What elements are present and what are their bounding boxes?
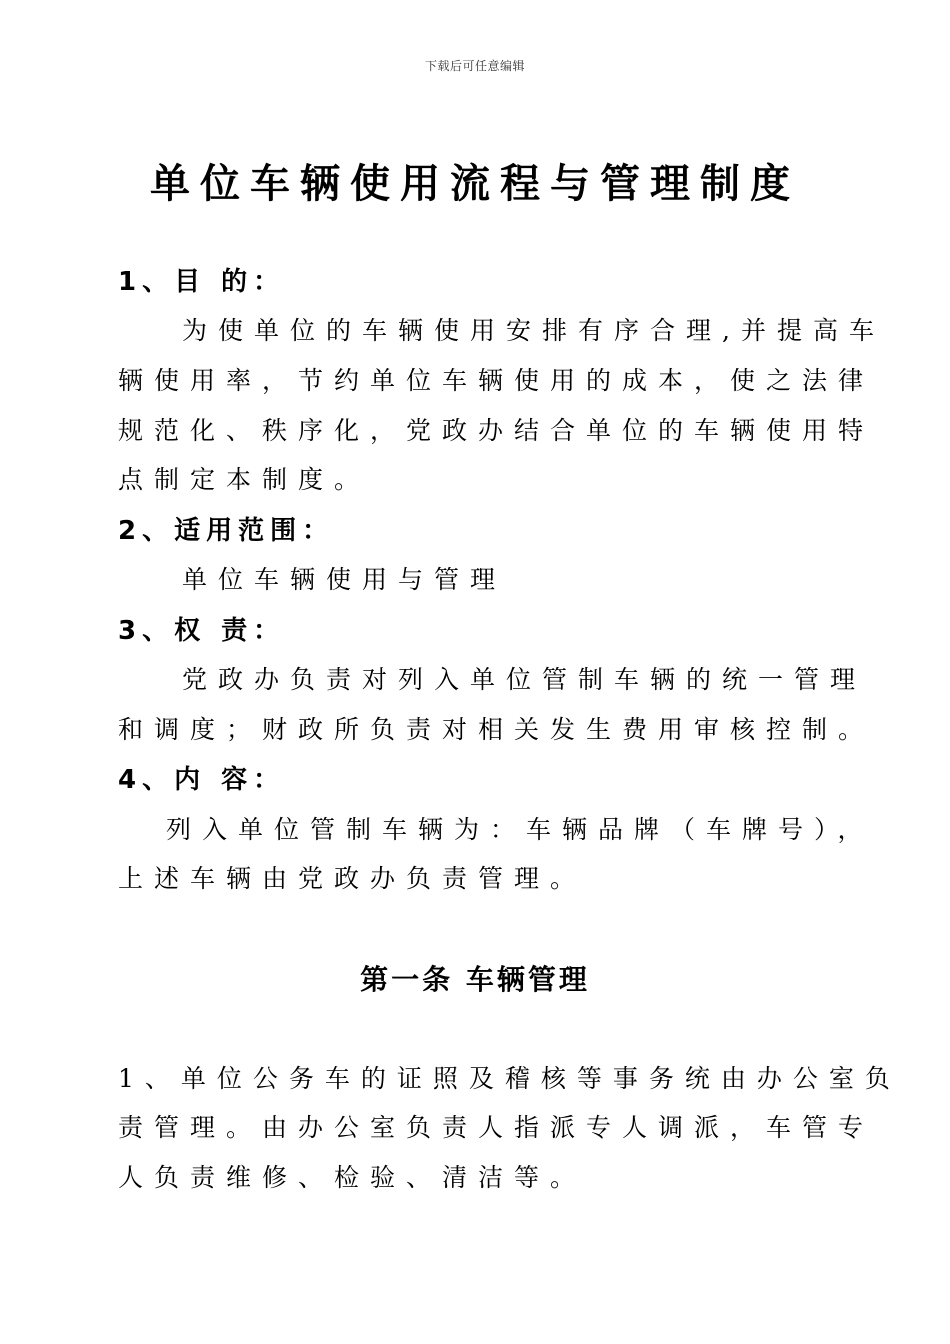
- article-line-3: 人负责维修、检验、清洁等。: [118, 1163, 587, 1192]
- purpose-line-3: 规范化、秩序化，党政办结合单位的车辆使用特: [118, 416, 875, 445]
- section-heading-purpose: 1、目 的：: [118, 267, 286, 297]
- section-heading-scope: 2、适用范围：: [118, 516, 335, 546]
- content-line-1: 列入单位管制车辆为：车辆品牌（车牌号），: [166, 815, 874, 844]
- content-line-2: 上述车辆由党政办负责管理。: [118, 864, 587, 893]
- purpose-line-4: 点制定本制度。: [118, 465, 371, 494]
- section-heading-content: 4、内 容：: [118, 765, 286, 795]
- section-heading-responsibility: 3、权 责：: [118, 616, 286, 646]
- document-title: 单位车辆使用流程与管理制度: [150, 161, 800, 207]
- article-line-2: 责管理。由办公室负责人指派专人调派，车管专: [118, 1113, 875, 1142]
- responsibility-line-1: 党政办负责对列入单位管制车辆的统一管理: [182, 665, 867, 694]
- article-line-1: 1、单位公务车的证照及稽核等事务统由办公室负: [118, 1064, 901, 1093]
- purpose-line-2: 辆使用率，节约单位车辆使用的成本，使之法律: [118, 366, 875, 395]
- purpose-line-1: 为使单位的车辆使用安排有序合理,并提高车: [182, 316, 885, 345]
- scope-line-1: 单位车辆使用与管理: [182, 565, 507, 594]
- header-note: 下载后可任意编辑: [424, 59, 525, 73]
- article-title: 第一条 车辆管理: [360, 963, 590, 996]
- responsibility-line-2: 和调度；财政所负责对相关发生费用审核控制。: [118, 715, 875, 744]
